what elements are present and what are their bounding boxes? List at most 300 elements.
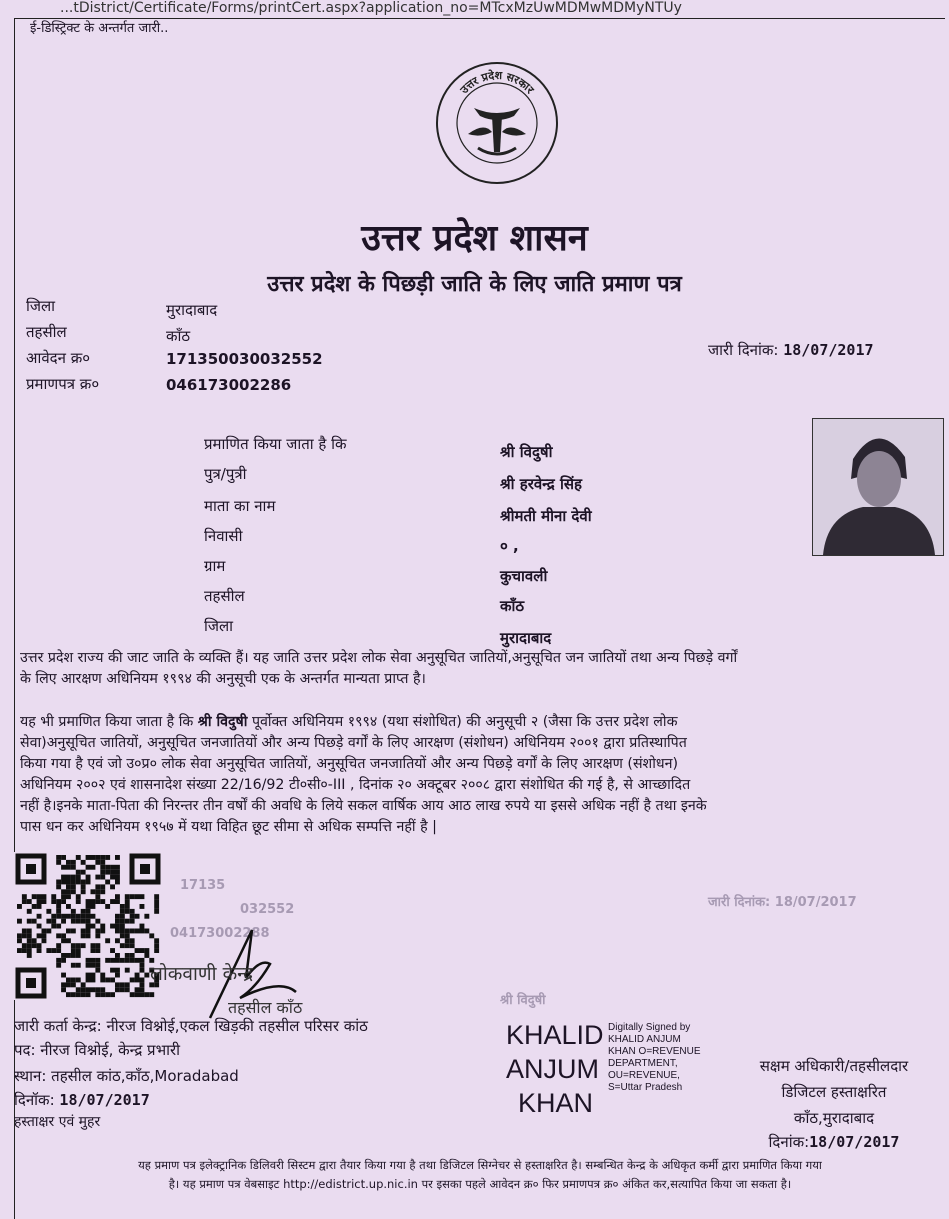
caste-statement <box>20 648 940 690</box>
creamy-layer-line: पास धन कर अधिनियम १९५७ में यथा विहित छूट सीमा से अधिक सम्पत्ति नहीं है | <box>20 819 437 835</box>
qr-module <box>100 870 105 875</box>
qr-module <box>76 992 81 997</box>
qr-module <box>51 899 56 904</box>
qr-module <box>125 899 130 904</box>
qr-module <box>154 938 159 943</box>
qr-module <box>95 968 100 973</box>
qr-module <box>120 929 125 934</box>
qr-module <box>27 938 32 943</box>
qr-module <box>154 909 159 914</box>
qr-module <box>110 948 115 953</box>
qr-module <box>76 855 81 860</box>
qr-module <box>120 904 125 909</box>
qr-module <box>81 889 86 894</box>
qr-module <box>86 929 91 934</box>
qr-module <box>100 860 105 865</box>
qr-module <box>46 929 51 934</box>
qr-module <box>81 992 86 997</box>
qr-module <box>66 982 71 987</box>
qr-module <box>120 933 125 938</box>
qr-module <box>61 938 66 943</box>
qr-module <box>144 929 149 934</box>
qr-module <box>27 953 32 958</box>
qr-module <box>71 982 76 987</box>
qr-module <box>120 914 125 919</box>
signature-info-line: Digitally Signed by <box>608 1022 691 1033</box>
qr-module <box>66 880 71 885</box>
ghost-text: 04173002288 <box>170 926 270 941</box>
qr-module <box>95 943 100 948</box>
qr-module <box>115 973 120 978</box>
detail-label-mother: माता का नाम <box>204 497 276 515</box>
qr-module <box>91 948 96 953</box>
qr-module <box>71 929 76 934</box>
qr-module <box>115 865 120 870</box>
qr-module <box>56 860 61 865</box>
signature-info-line: DEPARTMENT, <box>608 1058 678 1069</box>
qr-module <box>140 987 145 992</box>
qr-module <box>81 884 86 889</box>
qr-module <box>17 933 22 938</box>
qr-module <box>125 929 130 934</box>
qr-module <box>110 924 115 929</box>
qr-module <box>66 860 71 865</box>
statement-first-rest: पूर्वोक्त अधिनियम १९९४ (यथा संशोधित) की अनुसूची २ (जैसा कि उत्तर प्रदेश लोक <box>251 714 678 730</box>
qr-module <box>56 909 61 914</box>
qr-module <box>91 889 96 894</box>
detail-value-name: श्री विदुषी <box>500 443 553 461</box>
caste-statement-line: उत्तर प्रदेश राज्य की जाट जाति के व्यक्ति हैं। यह जाति उत्तर प्रदेश लोक सेवा अनुसूचित जातियों,अनुसूचित जन जातियों तथा अन्य पिछड़े वर्गों <box>20 650 738 666</box>
qr-module <box>110 899 115 904</box>
qr-module <box>66 929 71 934</box>
qr-module <box>130 958 135 963</box>
qr-module <box>95 860 100 865</box>
qr-module <box>95 963 100 968</box>
qr-module <box>125 909 130 914</box>
qr-module <box>76 875 81 880</box>
qr-module <box>42 938 47 943</box>
creamy-layer-line: किया गया है एवं जो उ०प्र० लोक सेवा अनुसूचित जातियों, अनुसूचित जनजातियों और अन्य पिछड़े वर्गों के लिए आरक्षण (संशोधन) <box>20 756 678 772</box>
creamy-layer-line: अधिनियम २००२ एवं शासनादेश संख्या 22/16/92 टी०सी०-III , दिनांक २० अक्टूबर २००८ द्वारा संशोधित की गई है, से आच्छादित <box>20 777 691 793</box>
statement-name: श्री विदुषी <box>197 714 248 730</box>
emblem-text: उत्तर प्रदेश सरकार <box>457 68 537 97</box>
qr-module <box>140 968 145 973</box>
qr-module <box>120 982 125 987</box>
officer-date-label: दिनांक: <box>768 1133 810 1151</box>
qr-module <box>95 929 100 934</box>
qr-module <box>86 904 91 909</box>
qr-module <box>95 933 100 938</box>
qr-module <box>86 973 91 978</box>
qr-module <box>86 963 91 968</box>
qr-module <box>81 929 86 934</box>
qr-module <box>149 933 154 938</box>
qr-module <box>61 889 66 894</box>
qr-module <box>91 924 96 929</box>
detail-label-resident: निवासी <box>204 527 243 545</box>
signature-info-line: KHAN O=REVENUE <box>608 1046 701 1057</box>
qr-module <box>135 987 140 992</box>
qr-module <box>61 958 66 963</box>
qr-module <box>42 899 47 904</box>
field-label-certificate-no: प्रमाणपत्र क्र० <box>26 375 100 393</box>
footer-note <box>20 1156 940 1194</box>
qr-module <box>130 894 135 899</box>
qr-module <box>115 958 120 963</box>
field-label-district: जिला <box>26 297 56 315</box>
qr-module <box>125 933 130 938</box>
qr-module <box>37 943 42 948</box>
qr-module <box>95 948 100 953</box>
qr-module <box>71 948 76 953</box>
qr-module <box>91 904 96 909</box>
qr-module <box>81 909 86 914</box>
qr-module <box>140 929 145 934</box>
qr-module <box>61 880 66 885</box>
qr-module <box>27 899 32 904</box>
qr-module <box>154 943 159 948</box>
qr-module <box>115 938 120 943</box>
qr-module <box>86 933 91 938</box>
qr-module <box>76 953 81 958</box>
qr-module <box>120 943 125 948</box>
detail-label-certified: प्रमाणित किया जाता है कि <box>204 435 347 453</box>
qr-module <box>66 992 71 997</box>
qr-module <box>140 982 145 987</box>
qr-module <box>125 968 130 973</box>
qr-module <box>66 865 71 870</box>
officer-place: काँठ,मुरादाबाद <box>793 1109 875 1127</box>
qr-module <box>144 973 149 978</box>
signature-info-line: OU=REVENUE, <box>608 1070 680 1081</box>
issuer-date-label: दिनॉक: <box>14 1091 55 1109</box>
qr-module <box>71 914 76 919</box>
qr-module <box>66 938 71 943</box>
qr-module <box>27 929 32 934</box>
qr-module <box>110 875 115 880</box>
certificate-frame <box>14 18 945 1219</box>
qr-module <box>125 938 130 943</box>
issuer-date <box>14 1090 150 1110</box>
signer-name-line: ANJUM <box>506 1054 599 1084</box>
officer-date <box>728 1132 940 1152</box>
qr-module <box>130 992 135 997</box>
issue-date-label: जारी दिनांक: <box>708 341 779 359</box>
qr-module <box>81 943 86 948</box>
creamy-layer-line: सेवा)अनुसूचित जातियों, अनुसूचित जनजातियों और अन्य पिछड़े वर्गों के लिए आरक्षण (संशोधन) अधिनियम २००१ द्वारा प्रतिस्थापित <box>20 735 687 751</box>
signature-info-line: S=Uttar Pradesh <box>608 1082 683 1093</box>
qr-module <box>56 884 61 889</box>
qr-module <box>56 855 61 860</box>
qr-module <box>61 973 66 978</box>
qr-module <box>56 899 61 904</box>
qr-module <box>86 880 91 885</box>
creamy-layer-line: नहीं है।इनके माता-पिता की निरन्तर तीन वर्षों की अवधि के लिये सकल वार्षिक आय आठ लाख रुपये या इससे अधिक नहीं है तथा इनके <box>20 798 707 814</box>
qr-module <box>105 855 110 860</box>
qr-module <box>76 894 81 899</box>
digital-signature-info <box>608 1022 701 1094</box>
qr-module <box>130 914 135 919</box>
qr-module <box>32 938 37 943</box>
qr-module <box>56 904 61 909</box>
qr-module <box>95 875 100 880</box>
qr-module <box>66 914 71 919</box>
qr-module <box>56 963 61 968</box>
qr-module <box>110 870 115 875</box>
qr-module <box>120 919 125 924</box>
qr-module <box>100 992 105 997</box>
qr-module <box>81 880 86 885</box>
qr-module <box>115 924 120 929</box>
qr-module <box>135 978 140 983</box>
qr-module <box>115 987 120 992</box>
qr-module <box>91 958 96 963</box>
qr-module <box>100 884 105 889</box>
qr-module <box>115 880 120 885</box>
qr-module <box>71 992 76 997</box>
qr-module <box>144 992 149 997</box>
signature-info-line: KHALID ANJUM <box>608 1034 681 1045</box>
qr-module <box>120 987 125 992</box>
qr-module <box>100 855 105 860</box>
qr-module <box>71 978 76 983</box>
qr-module <box>140 963 145 968</box>
qr-module <box>76 880 81 885</box>
qr-module <box>42 894 47 899</box>
qr-module <box>56 924 61 929</box>
qr-module <box>22 929 27 934</box>
qr-module <box>86 924 91 929</box>
qr-module <box>86 958 91 963</box>
ghost-text: श्री विदुषी <box>500 993 546 1008</box>
sign-and-seal-label: हस्ताक्षर एवं मुहर <box>14 1114 101 1130</box>
qr-module <box>120 958 125 963</box>
qr-module <box>42 933 47 938</box>
qr-module <box>105 992 110 997</box>
qr-module <box>32 894 37 899</box>
issue-date <box>708 340 874 360</box>
qr-module <box>37 914 42 919</box>
qr-module <box>61 933 66 938</box>
up-government-emblem <box>434 60 560 186</box>
qr-module <box>154 894 159 899</box>
qr-module <box>56 914 61 919</box>
qr-module <box>27 919 32 924</box>
qr-module <box>115 899 120 904</box>
qr-module <box>120 924 125 929</box>
qr-module <box>115 875 120 880</box>
field-value-certificate-no: 046173002286 <box>166 376 292 394</box>
qr-module <box>115 982 120 987</box>
qr-module <box>81 870 86 875</box>
qr-module <box>66 904 71 909</box>
officer-title: सक्षम अधिकारी/तहसीलदार <box>759 1057 909 1075</box>
qr-module <box>135 948 140 953</box>
issuing-centre: जारी कर्ता केन्द्र: नीरज विश्नोई,एकल खिड़की तहसील परिसर कांठ <box>14 1017 368 1035</box>
detail-value-tehsil: काँठ <box>500 597 525 615</box>
qr-module <box>76 943 81 948</box>
ghost-text: 032552 <box>240 902 295 917</box>
qr-module <box>100 899 105 904</box>
applicant-photo <box>812 418 944 556</box>
caste-statement-line: के लिए आरक्षण अधिनियम १९९४ की अनुसूची एक के अन्तर्गत मान्यता प्राप्त है। <box>20 671 426 687</box>
qr-module <box>71 865 76 870</box>
qr-module <box>76 914 81 919</box>
qr-module <box>95 992 100 997</box>
qr-module <box>66 875 71 880</box>
qr-module <box>140 978 145 983</box>
qr-module <box>71 884 76 889</box>
qr-module <box>61 855 66 860</box>
signer-name-line: KHAN <box>518 1088 594 1118</box>
qr-module <box>135 894 140 899</box>
issue-date-value: 18/07/2017 <box>783 341 874 359</box>
qr-module <box>66 884 71 889</box>
detail-label-tehsil: तहसील <box>204 587 245 605</box>
qr-module <box>37 948 42 953</box>
qr-module <box>130 953 135 958</box>
qr-module <box>91 973 96 978</box>
qr-module <box>115 894 120 899</box>
qr-module <box>110 865 115 870</box>
qr-module <box>95 958 100 963</box>
qr-module <box>71 943 76 948</box>
footer-line: यह प्रमाण पत्र इलेक्ट्रानिक डिलिवरी सिस्टम द्वारा तैयार किया गया है तथा डिजिटल सिग्नेचर से हस्ताक्षरित है। सम्बन्धित केन्द्र के अधिकृत कर्मी द्वारा प्रमाणित किया गया <box>138 1158 822 1172</box>
qr-module <box>61 914 66 919</box>
qr-module <box>154 904 159 909</box>
issue-place: स्थान: तहसील कांठ,काँठ,Moradabad <box>14 1067 239 1085</box>
qr-module <box>115 855 120 860</box>
qr-module <box>100 929 105 934</box>
ghost-text: जारी दिनांक: 18/07/2017 <box>708 895 857 910</box>
qr-module <box>140 958 145 963</box>
qr-module <box>110 958 115 963</box>
qr-module <box>86 992 91 997</box>
qr-module <box>100 987 105 992</box>
qr-module <box>86 855 91 860</box>
qr-module <box>61 875 66 880</box>
qr-module <box>81 933 86 938</box>
officer-digital-signed: डिजिटल हस्ताक्षरित <box>781 1083 887 1101</box>
qr-module <box>140 948 145 953</box>
qr-module <box>66 889 71 894</box>
certificate-subtitle: उत्तर प्रदेश के पिछड़ी जाति के लिए जाति प्रमाण पत्र <box>267 272 682 297</box>
qr-module <box>144 948 149 953</box>
qr-module <box>27 948 32 953</box>
qr-module <box>71 875 76 880</box>
qr-module <box>27 943 32 948</box>
qr-module <box>71 919 76 924</box>
qr-module <box>86 909 91 914</box>
qr-module <box>130 919 135 924</box>
qr-module <box>100 924 105 929</box>
office-stamp: लोकवाणी केन्द्र <box>150 963 254 985</box>
qr-module <box>71 963 76 968</box>
office-stamp-place: तहसील काँठ <box>228 998 303 1017</box>
qr-module <box>61 919 66 924</box>
qr-module <box>130 929 135 934</box>
qr-module <box>61 987 66 992</box>
qr-module <box>27 909 32 914</box>
qr-module <box>91 899 96 904</box>
qr-module <box>61 894 66 899</box>
qr-module <box>130 938 135 943</box>
detail-label-district: जिला <box>204 617 234 635</box>
qr-module <box>105 978 110 983</box>
detail-value-district: मुरादाबाद <box>500 629 552 647</box>
qr-module <box>51 914 56 919</box>
qr-module <box>86 875 91 880</box>
qr-module <box>135 973 140 978</box>
qr-module <box>95 987 100 992</box>
qr-module <box>46 948 51 953</box>
qr-module <box>81 982 86 987</box>
qr-module <box>51 924 56 929</box>
qr-module <box>115 919 120 924</box>
signer-name-line: KHALID <box>506 1020 604 1050</box>
qr-module <box>154 948 159 953</box>
qr-module <box>125 987 130 992</box>
qr-module <box>115 968 120 973</box>
qr-module <box>61 982 66 987</box>
qr-module <box>81 987 86 992</box>
qr-module <box>66 953 71 958</box>
officer-date-value: 18/07/2017 <box>809 1133 900 1151</box>
qr-module <box>56 933 61 938</box>
qr-module <box>86 987 91 992</box>
qr-module <box>115 929 120 934</box>
qr-module <box>115 914 120 919</box>
qr-module <box>61 953 66 958</box>
qr-module <box>37 894 42 899</box>
qr-module <box>105 904 110 909</box>
qr-module <box>71 909 76 914</box>
qr-module <box>95 894 100 899</box>
qr-module <box>37 924 42 929</box>
qr-module <box>125 953 130 958</box>
issuer-date-value: 18/07/2017 <box>59 1091 150 1109</box>
detail-value-village: कुचावली <box>500 567 548 585</box>
digital-signer-name <box>506 1018 604 1120</box>
qr-module <box>91 943 96 948</box>
statement-prefix: यह भी प्रमाणित किया जाता है कि <box>20 714 194 730</box>
qr-module <box>22 948 27 953</box>
field-value-tehsil: काँठ <box>166 327 191 345</box>
qr-module <box>95 899 100 904</box>
qr-code <box>14 852 162 1000</box>
qr-module <box>110 978 115 983</box>
qr-module <box>95 889 100 894</box>
qr-module <box>110 968 115 973</box>
ghost-text: 17135 <box>180 878 226 893</box>
qr-module <box>120 909 125 914</box>
detail-label-child-of: पुत्र/पुत्री <box>204 465 247 483</box>
qr-module <box>91 978 96 983</box>
qr-module <box>100 875 105 880</box>
detail-label-village: ग्राम <box>204 557 226 575</box>
qr-module <box>135 992 140 997</box>
qr-module <box>100 978 105 983</box>
qr-module <box>144 953 149 958</box>
qr-module <box>144 914 149 919</box>
qr-module <box>61 899 66 904</box>
qr-module <box>81 860 86 865</box>
qr-module <box>17 919 22 924</box>
page-title: उत्तर प्रदेश शासन <box>361 217 588 259</box>
qr-module <box>37 904 42 909</box>
qr-module <box>46 919 51 924</box>
qr-module <box>17 948 22 953</box>
